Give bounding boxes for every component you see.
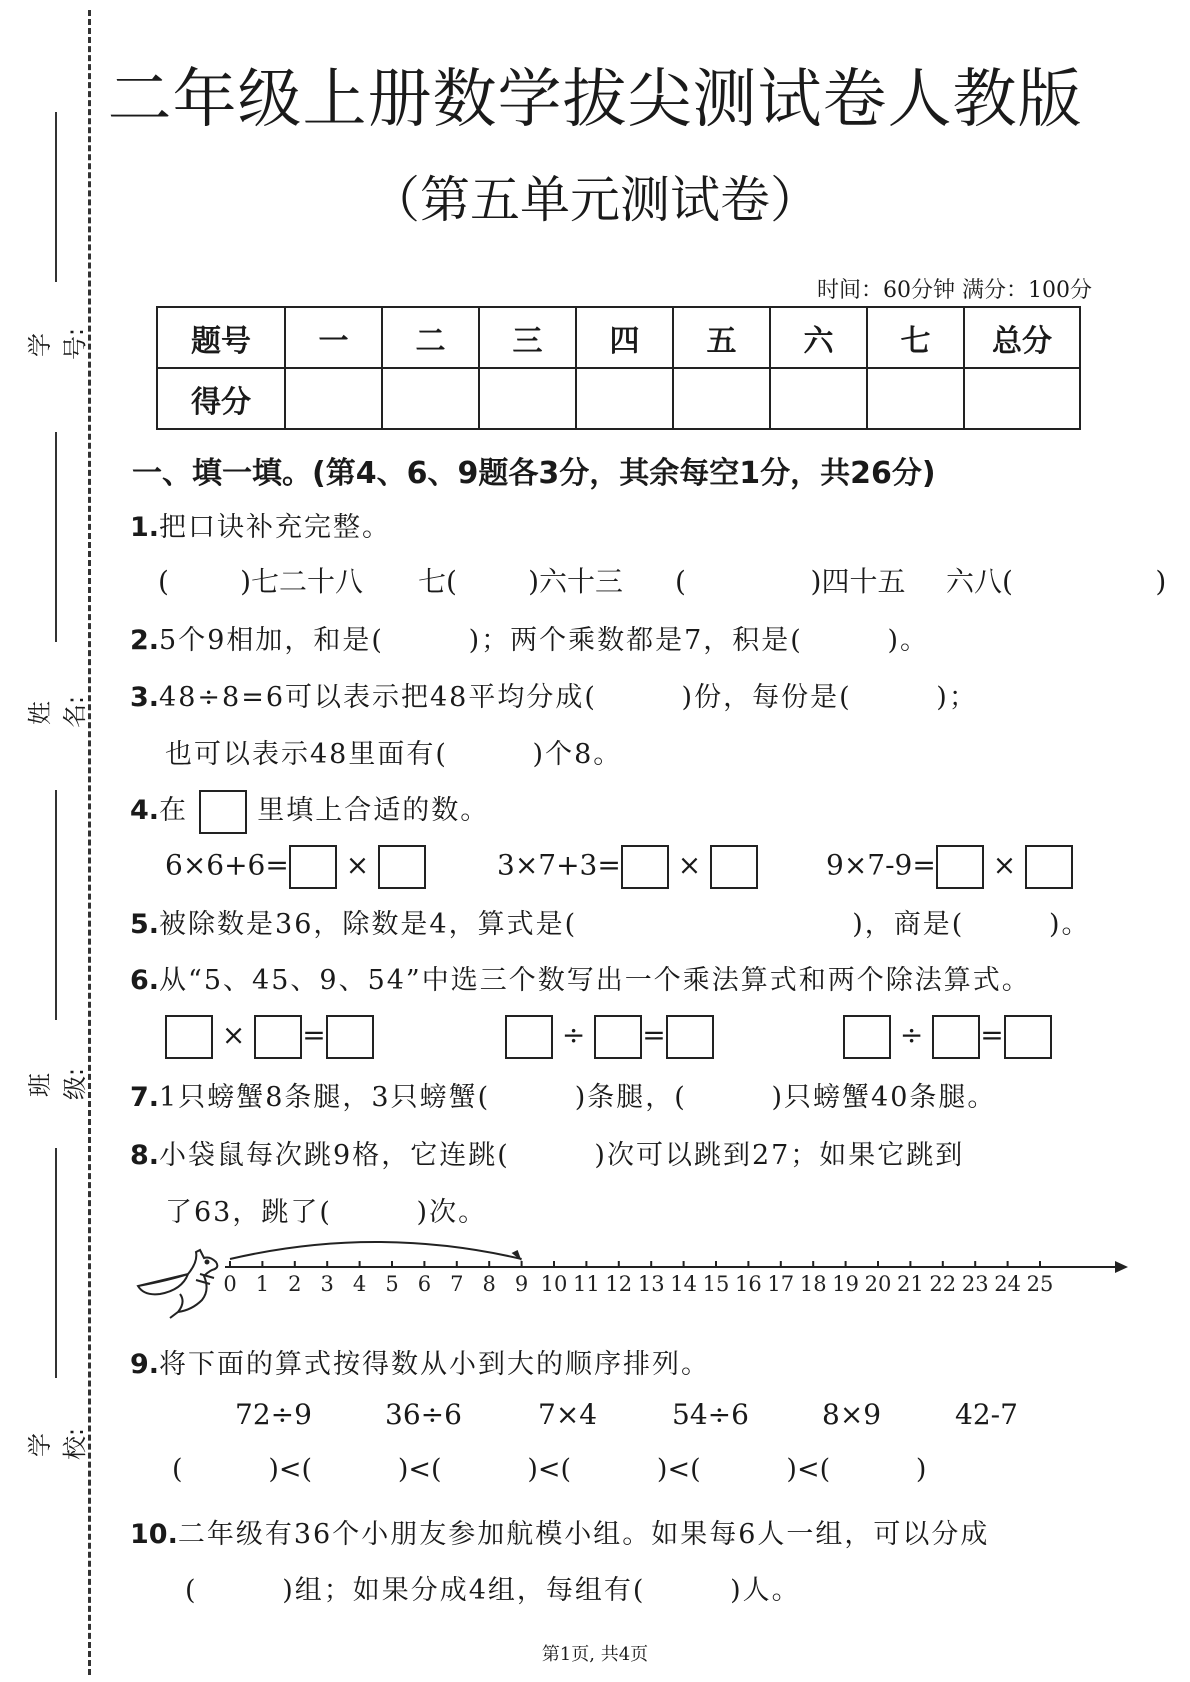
- table-cell: 四: [576, 307, 673, 368]
- question-number: 2.: [130, 625, 160, 656]
- number-line-label: 5: [385, 1272, 399, 1296]
- divide-sign: ÷: [899, 1018, 924, 1052]
- equals-sign: =: [980, 1018, 1004, 1052]
- q9-expr: 7×4: [538, 1398, 598, 1431]
- q1-item: 六八( ): [946, 565, 1167, 598]
- question-number: 6.: [130, 965, 160, 996]
- answer-box[interactable]: [710, 845, 758, 889]
- number-line-label: 21: [897, 1272, 924, 1296]
- number-line-label: 19: [832, 1272, 859, 1296]
- number-line-label: 2: [288, 1272, 302, 1296]
- number-line-label: 8: [482, 1272, 496, 1296]
- score-input-cell[interactable]: [285, 368, 382, 429]
- q6-divide-row: [843, 1015, 1052, 1059]
- times-sign: ×: [992, 848, 1017, 882]
- question-text: 5个9相加，和是( )；两个乘数都是7，积是( )。: [159, 625, 930, 656]
- answer-box[interactable]: [936, 845, 984, 889]
- number-line-label: 24: [994, 1272, 1021, 1296]
- number-line-label: 22: [929, 1272, 957, 1296]
- table-cell: 五: [673, 307, 770, 368]
- question-text: 1只螃蟹8条腿，3只螃蟹( )条腿，( )只螃蟹40条腿。: [159, 1082, 997, 1113]
- score-input-cell[interactable]: [479, 368, 576, 429]
- equals-sign: =: [302, 1018, 326, 1052]
- table-cell: 七: [867, 307, 964, 368]
- answer-box[interactable]: [165, 1015, 213, 1059]
- table-cell: 一: [285, 307, 382, 368]
- question-7: [130, 1075, 996, 1114]
- expression: 3×7+3=: [497, 848, 621, 882]
- question-text: 将下面的算式按得数从小到大的顺序排列。: [159, 1349, 711, 1380]
- answer-box[interactable]: [505, 1015, 553, 1059]
- school-line: [55, 1148, 57, 1378]
- equals-sign: =: [642, 1018, 666, 1052]
- q1-item: ( )四十五: [675, 565, 906, 598]
- question-number: 8.: [130, 1140, 160, 1171]
- table-cell: 二: [382, 307, 479, 368]
- q6-divide-row: [505, 1015, 714, 1059]
- page-title: 二年级上册数学拔尖测试卷人教版: [107, 63, 1083, 137]
- student-id-label: 学号:: [26, 327, 89, 360]
- number-line-label: 12: [605, 1272, 633, 1296]
- q1-item: ( )七二十八: [158, 565, 364, 598]
- name-line: [55, 432, 57, 642]
- question-8-line2: 了63，跳了( )次。: [165, 1197, 488, 1228]
- name-label: 姓名:: [26, 695, 89, 728]
- times-sign: ×: [221, 1018, 246, 1052]
- answer-box[interactable]: [1004, 1015, 1052, 1059]
- question-text: 48÷8=6可以表示把48平均分成( )份，每份是( )；: [159, 682, 978, 713]
- number-line-figure: [130, 1240, 1130, 1325]
- table-cell: 三: [479, 307, 576, 368]
- times-sign: ×: [345, 848, 370, 882]
- page-footer: 第1页, 共4页: [541, 1644, 649, 1665]
- answer-box[interactable]: [1025, 845, 1073, 889]
- q4-row: [826, 845, 1073, 889]
- question-4: [130, 788, 489, 834]
- q9-expr: 72÷9: [235, 1398, 312, 1431]
- page-subtitle: （第五单元测试卷）: [370, 171, 820, 229]
- answer-box[interactable]: [378, 845, 426, 889]
- class-label: 班级:: [26, 1067, 89, 1100]
- number-line-label: 3: [320, 1272, 334, 1296]
- question-text: 二年级有36个小朋友参加航模小组。如果每6人一组，可以分成: [177, 1519, 990, 1550]
- question-10-line2: ( )组；如果分成4组，每组有( )人。: [185, 1575, 801, 1606]
- school-label: 学校:: [26, 1427, 89, 1460]
- question-number: 4.: [130, 795, 160, 826]
- question-number: 3.: [130, 682, 160, 713]
- number-line-label: 10: [540, 1272, 568, 1296]
- question-number: 10.: [130, 1519, 178, 1550]
- class-line: [55, 790, 57, 1020]
- table-cell: 六: [770, 307, 867, 368]
- table-cell: 总分: [964, 307, 1080, 368]
- q1-item: 七( )六十三: [418, 565, 624, 598]
- number-line-label: 6: [417, 1272, 432, 1296]
- q9-expr: 54÷6: [672, 1398, 749, 1431]
- q4-row: [497, 845, 758, 889]
- question-number: 5.: [130, 909, 160, 940]
- table-row: [157, 368, 1080, 429]
- times-sign: ×: [677, 848, 702, 882]
- q9-expr: 36÷6: [385, 1398, 462, 1431]
- number-line-label: 4: [352, 1272, 367, 1296]
- answer-box[interactable]: [254, 1015, 302, 1059]
- number-line-label: 14: [670, 1272, 697, 1296]
- binding-dashed-line: [88, 10, 91, 1675]
- axis-arrow-icon: [1115, 1261, 1128, 1273]
- section-heading: 一、填一填。(第4、6、9题各3分，其余每空1分，共26分): [132, 456, 936, 491]
- question-8: [130, 1133, 964, 1172]
- question-10: [130, 1512, 989, 1551]
- score-input-cell[interactable]: [576, 368, 673, 429]
- q9-expr: 42-7: [955, 1398, 1018, 1431]
- number-line-label: 16: [735, 1272, 762, 1296]
- table-cell: 得分: [157, 368, 285, 429]
- question-text: 把口诀补充完整。: [159, 512, 392, 543]
- number-line-label: 9: [514, 1272, 529, 1296]
- question-2: [130, 618, 929, 657]
- number-line-label: 7: [450, 1272, 464, 1296]
- answer-box[interactable]: [666, 1015, 714, 1059]
- answer-box[interactable]: [932, 1015, 980, 1059]
- expression: 6×6+6=: [165, 848, 289, 882]
- divide-sign: ÷: [561, 1018, 586, 1052]
- q9-expr: 8×9: [822, 1398, 882, 1431]
- number-line-label: 25: [1026, 1272, 1054, 1296]
- number-line-label: 17: [767, 1272, 795, 1296]
- score-input-cell[interactable]: [964, 368, 1080, 429]
- exam-meta: 时间：60分钟 满分：100分: [817, 278, 1092, 303]
- score-input-cell[interactable]: [770, 368, 867, 429]
- q4-row: [165, 845, 426, 889]
- table-row: [157, 307, 1080, 368]
- score-input-cell[interactable]: [382, 368, 479, 429]
- score-input-cell[interactable]: [673, 368, 770, 429]
- question-number: 9.: [130, 1349, 160, 1380]
- question-text: 被除数是36，除数是4，算式是( )，商是( )。: [159, 909, 1091, 940]
- number-line-label: 23: [961, 1272, 989, 1296]
- question-number: 1.: [130, 512, 160, 543]
- question-number: 7.: [130, 1082, 160, 1113]
- score-table: [156, 306, 1081, 430]
- q6-multiply-row: [165, 1015, 374, 1059]
- table-cell: 题号: [157, 307, 285, 368]
- answer-box[interactable]: [621, 845, 669, 889]
- answer-box[interactable]: [843, 1015, 891, 1059]
- number-line-label: 15: [702, 1272, 730, 1296]
- question-3: [130, 675, 978, 714]
- jump-arc: [230, 1242, 522, 1259]
- question-5: [130, 902, 1091, 941]
- jump-arrowhead: [512, 1250, 522, 1261]
- question-1: [130, 505, 391, 544]
- number-line-label: 13: [637, 1272, 665, 1296]
- question-text: 小袋鼠每次跳9格，它连跳( )次可以跳到27；如果它跳到: [159, 1140, 965, 1171]
- number-line-label: 0: [223, 1272, 237, 1296]
- number-line-label: 11: [573, 1272, 600, 1296]
- question-text-pre: 在: [159, 795, 189, 826]
- question-text-post: 里填上合适的数。: [257, 795, 490, 826]
- expression: 9×7-9=: [826, 848, 936, 882]
- question-3-line2: 也可以表示48里面有( )个8。: [165, 739, 623, 770]
- number-line-label: 18: [799, 1272, 827, 1296]
- question-6: [130, 958, 1031, 997]
- answer-box[interactable]: [326, 1015, 374, 1059]
- answer-box[interactable]: [594, 1015, 642, 1059]
- answer-box: [199, 790, 247, 834]
- answer-box[interactable]: [289, 845, 337, 889]
- question-text: 从“5、45、9、54”中选三个数写出一个乘法算式和两个除法算式。: [159, 965, 1031, 996]
- number-line-label: 1: [255, 1272, 270, 1296]
- q9-order-line: ( )<( )<( )<( )<( )<( ): [172, 1454, 927, 1485]
- number-line-label: 20: [864, 1272, 892, 1296]
- question-9: [130, 1342, 710, 1381]
- kangaroo-icon: [138, 1250, 217, 1318]
- score-input-cell[interactable]: [867, 368, 964, 429]
